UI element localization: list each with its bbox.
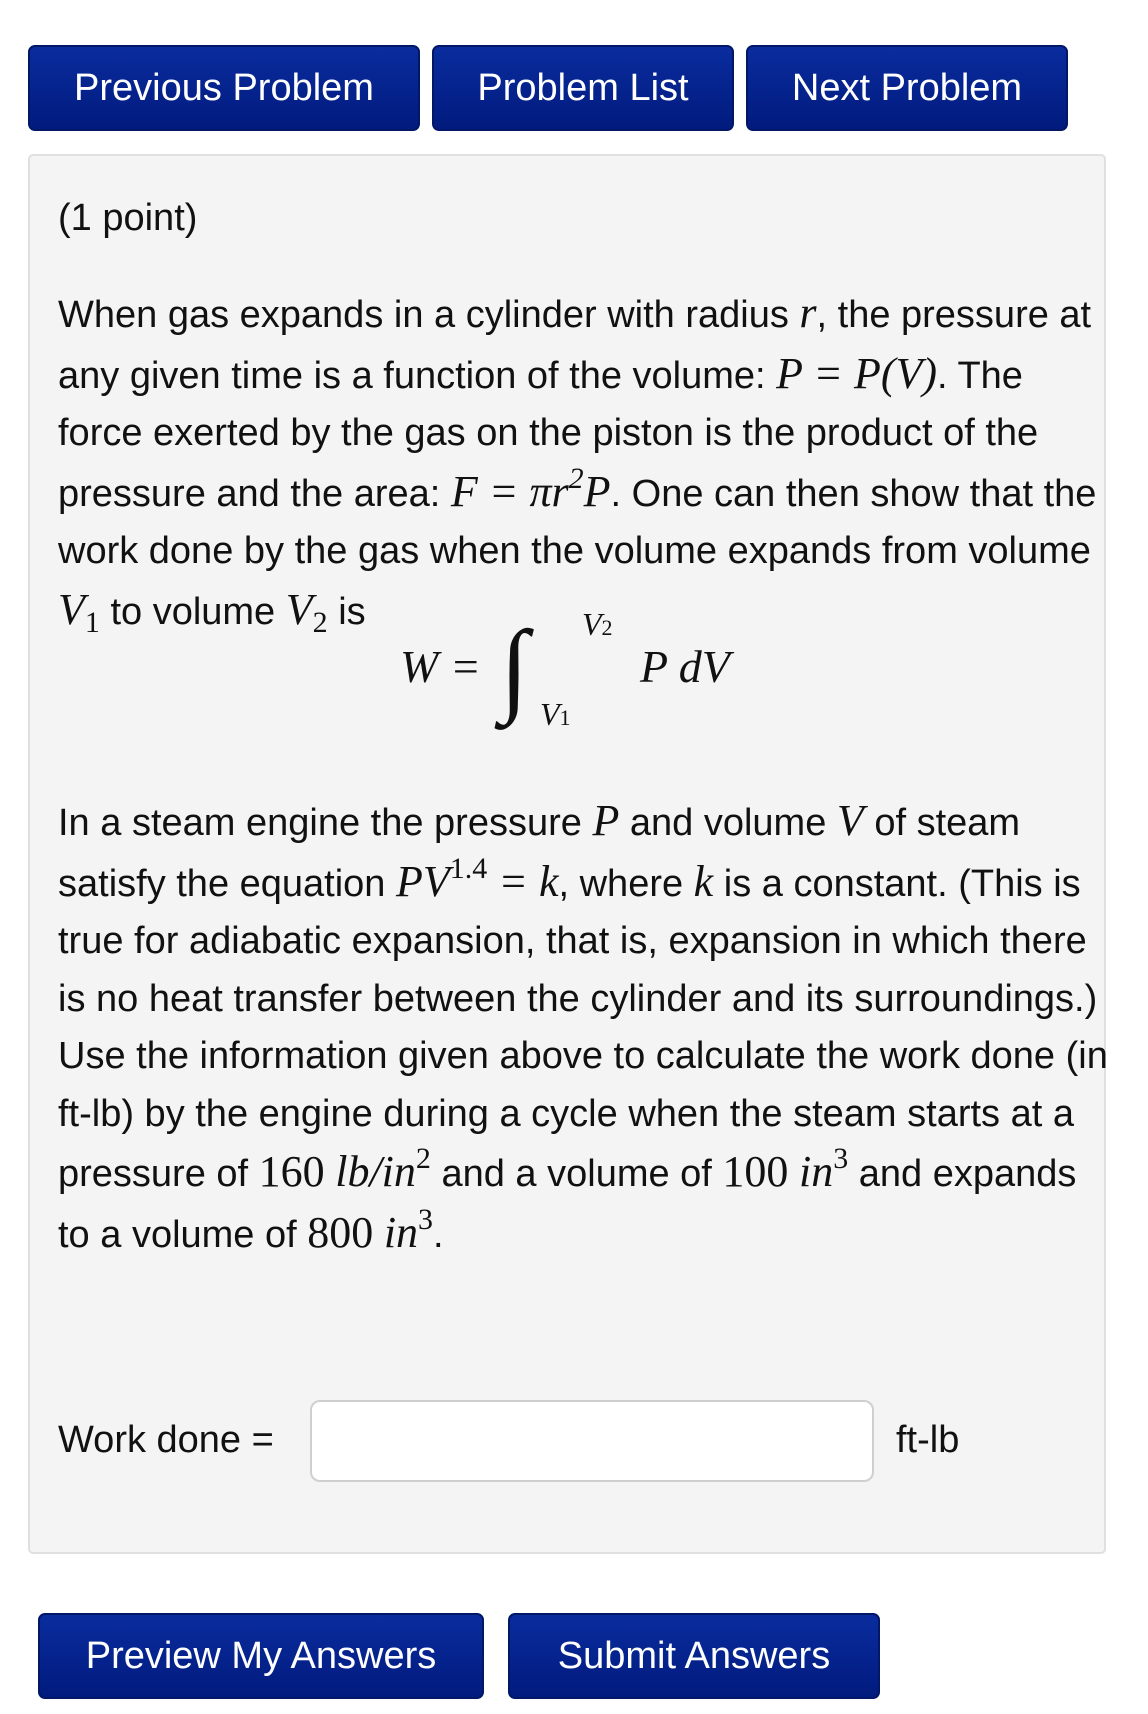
math-exponent: 1.4 [449, 851, 488, 885]
math-exponent: 2 [415, 1142, 431, 1175]
math-exponent: 3 [833, 1142, 849, 1175]
math-p: P [592, 796, 620, 845]
math-v: V [836, 796, 864, 845]
answer-unit: ft-lb [896, 1419, 960, 1461]
integral-lhs: W = [400, 641, 481, 692]
text-fragment: to volume [99, 590, 286, 633]
next-problem-button[interactable]: Next Problem [746, 45, 1068, 131]
problem-list-button[interactable]: Problem List [432, 45, 734, 131]
points-label: (1 point) [58, 197, 198, 239]
work-done-input[interactable] [310, 1400, 874, 1482]
text-fragment: and a volume of [430, 1153, 723, 1195]
upper-limit-v: V [582, 606, 602, 642]
problem-panel [28, 154, 1106, 1554]
text-fragment: . [433, 1213, 444, 1256]
text-fragment: . The force exerted by the gas on the piston is the product of the pressure and the area: [58, 354, 1039, 515]
text-fragment: is a constant. (This is true for adiabatic expansion, that is, expansion in which there is no heat transfer between the cylinder and its surroundings.) Use the information given above to calculate the work done (in ft-lb) by the engine during a cycle when the steam starts at a pressure of [58, 862, 1108, 1195]
text-fragment: and volume [619, 802, 837, 844]
math-subscript: 1 [84, 605, 100, 639]
lower-limit-sub: 1 [559, 705, 571, 730]
math-k: k [693, 856, 714, 906]
text-fragment: and expands to a volume of [58, 1153, 1077, 1256]
integral-lower-limit [540, 698, 571, 730]
text-fragment: of steam satisfy the equation [58, 802, 1021, 905]
text-fragment: When gas expands in a cylinder with radius [58, 294, 800, 336]
text-fragment: , the pressure at any given time is a function of the volume: [58, 294, 1092, 397]
integral-sign-icon: ∫ [500, 610, 529, 725]
math-subscript: 2 [312, 605, 328, 639]
math-volume1-value: 100 [722, 1147, 789, 1196]
math-v2: V [285, 584, 313, 634]
previous-problem-button[interactable]: Previous Problem [28, 45, 420, 131]
text-fragment: . One can then show that the work done by the gas when the volume expands from volume [58, 472, 1097, 572]
integrand: P dV [640, 641, 730, 692]
answer-label: Work done = [58, 1419, 274, 1461]
math-pv: PV [396, 856, 450, 906]
math-volume2-value: 800 [307, 1207, 374, 1257]
math-pressure-unit: lb/in [335, 1147, 416, 1196]
math-exponent: 3 [418, 1202, 434, 1236]
math-equals-k: = k [487, 856, 559, 906]
math-force-p: P [583, 466, 611, 516]
math-pressure-value: 160 [258, 1147, 325, 1196]
math-p-of-v: P = P(V) [776, 348, 938, 398]
math-exponent: 2 [568, 461, 584, 495]
submit-answers-button[interactable]: Submit Answers [508, 1613, 880, 1699]
text-fragment: In a steam engine the pressure [58, 802, 593, 844]
math-force: F = πr [450, 466, 569, 516]
lower-limit-v: V [540, 696, 560, 732]
preview-answers-button[interactable]: Preview My Answers [38, 1613, 484, 1699]
math-v1: V [58, 584, 85, 634]
math-volume2-unit: in [383, 1207, 419, 1257]
upper-limit-sub: 2 [601, 615, 613, 640]
text-fragment: is [327, 590, 366, 633]
problem-paragraph-2 [58, 792, 1108, 1264]
integral-upper-limit [582, 608, 613, 640]
text-fragment: , where [558, 862, 694, 905]
math-volume1-unit: in [798, 1147, 834, 1196]
problem-paragraph-1 [58, 284, 1108, 641]
math-r: r [799, 288, 817, 337]
